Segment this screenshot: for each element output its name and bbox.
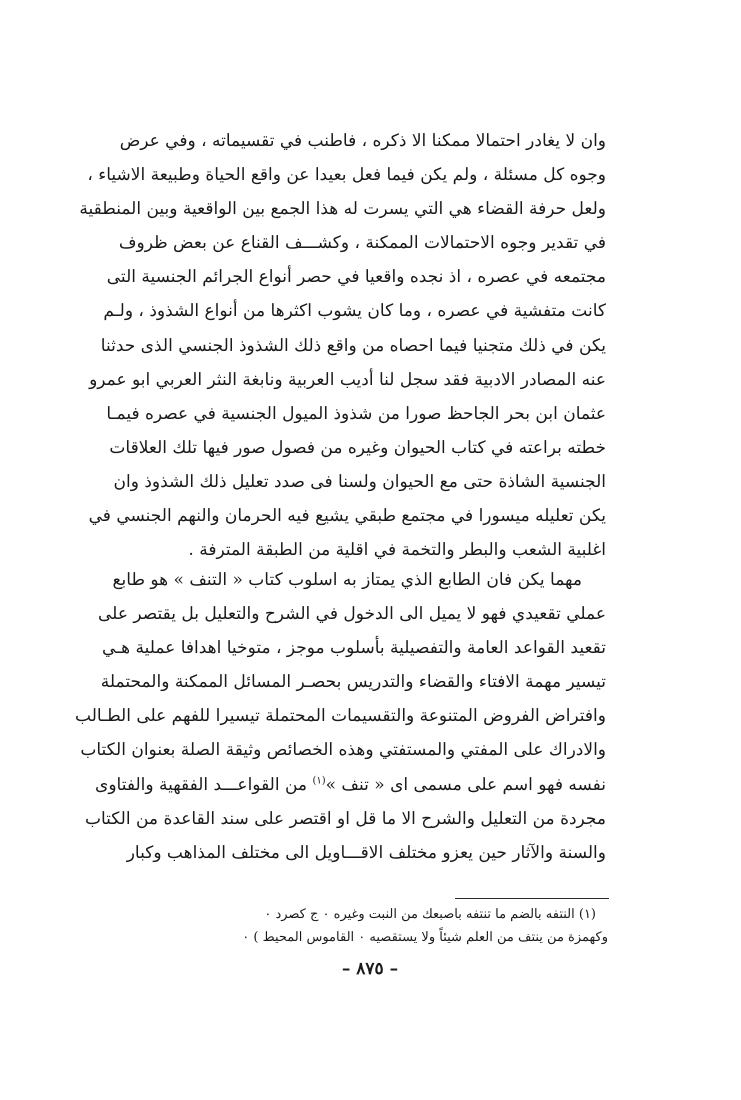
text-line: اغلبية الشعب والبطر والتخمة في اقلية من الطبقة المترفة . — [188, 540, 606, 561]
footnote-reference: (١) — [312, 774, 326, 786]
text-line: عنه المصادر الادبية فقد سجل لنا أديب العربية ونابغة النثر العربي ابو عمرو — [89, 369, 606, 390]
text-line: يكن في ذلك متجنيا فيما احصاه من واقع ذلك الشذوذ الجنسي الذى حدثنا — [100, 335, 606, 356]
text-line: تيسير مهمة الافتاء والقضاء والتدريس بحصـر المسائل الممكنة والمحتملة — [100, 672, 606, 693]
footnote-line: (١) النتفه بالضم ما تنتفه باصبعك من النبت وغيره ٠ ج كصرد ٠ — [264, 907, 596, 922]
text-line: عملي تقعيدي فهو لا يميل الى الدخول في الشرح والتعليل بل يقتصر على — [98, 604, 606, 625]
text-line-with-footnote-ref — [95, 768, 606, 802]
text-line: وجوه كل مسئلة ، ولم يكن فيما فعل بعيدا عن واقع الحياة وطبيعة الاشياء ، — [87, 165, 606, 186]
text-line: عثمان ابن بحر الجاحظ صورا من شذوذ الميول الجنسية في عصره فيمـا — [106, 403, 606, 424]
text-line: والسنة والآثار حين يعزو مختلف الاقـــاويل الى مختلف المذاهب وكبار — [126, 842, 606, 863]
text-line: مجردة من التعليل والشرح الا ما قل او اقتصر على سند القاعدة من الكتاب — [84, 808, 606, 829]
body-paragraph-1 — [79, 124, 606, 567]
text-line: في تقدير وجوه الاحتمالات الممكنة ، وكشـــف القناع عن بعض ظروف — [118, 233, 606, 254]
text-line: مهما يكن فان الطابع الذي يمتاز به اسلوب كتاب « التنف » هو طابع — [112, 570, 582, 590]
text-line: كانت متفشية في عصره ، وما كان يشوب اكثرها من أنواع الشذوذ ، ولـم — [103, 301, 606, 322]
text-line: خطته براعته في كتاب الحيوان وغيره من فصول صور فيها تلك العلاقات — [109, 437, 606, 458]
text-line: مجتمعه في عصره ، اذ نجده واقعيا في حصر أنواع الجرائم الجنسية التى — [106, 267, 606, 288]
text-line: الجنسية الشاذة حتى مع الحيوان ولسنا فى صدد تعليل ذلك الشذوذ وان — [113, 471, 606, 492]
text-line: تقعيد القواعد العامة والتفصيلية بأسلوب موجز ، متوخيا اهدافا عملية هـي — [101, 638, 606, 659]
footnote-line: وكهمزة من ينتف من العلم شيئاً ولا يستقصيه ٠ القاموس المحيط ) ٠ — [242, 930, 608, 945]
text-line: يكن تعليله ميسورا في مجتمع طبقي يشيع فيه الحرمان والنهم الجنسي في — [88, 506, 606, 527]
text-line: وان لا يغادر احتمالا ممكنا الا ذكره ، فاطنب في تقسيماته ، وفي عرض — [119, 131, 606, 151]
text-line: وافتراض الفروض المتنوعة والتقسيمات المحتملة تيسيرا للفهم على الطـالب — [75, 706, 606, 727]
body-paragraph-2 — [75, 563, 606, 870]
text-line: ولعل حرفة القضاء هي التي يسرت له هذا الجمع بين الواقعية وبين المنطقية — [79, 199, 606, 220]
text-line: والادراك على المفتي والمستفتي وهذه الخصائص وثيقة الصلة بعنوان الكتاب — [80, 740, 606, 761]
footnote — [138, 903, 608, 949]
text-segment: من القواعـــد الفقهية والفتاوى — [95, 774, 308, 795]
page-number: – ٨٧٥ – — [341, 959, 399, 979]
text-segment: نفسه فهو اسم على مسمى اى « تنف » — [325, 774, 606, 795]
footnote-divider — [455, 898, 609, 899]
